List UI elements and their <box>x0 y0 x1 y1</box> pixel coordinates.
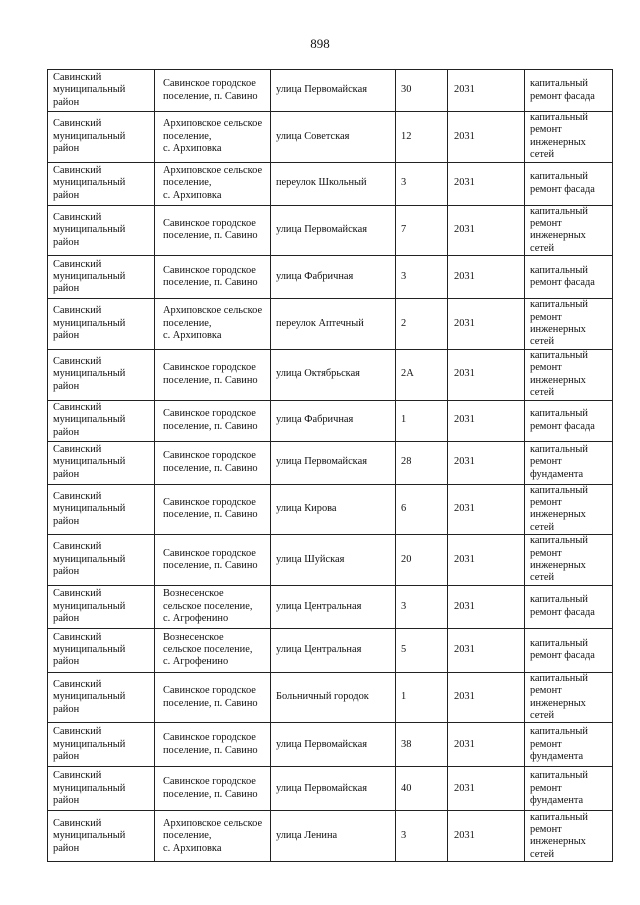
district-cell <box>48 205 155 256</box>
settlement-cell-text: Вознесенское сельское поселение, с. Агрофенино <box>163 631 253 668</box>
work-type-cell <box>525 723 613 767</box>
street-cell-text: Больничный городок <box>276 691 369 703</box>
table-row <box>48 162 613 205</box>
year-cell <box>448 441 525 484</box>
house-number-cell <box>396 162 448 205</box>
work-type-cell <box>525 535 613 586</box>
settlement-cell <box>155 441 271 484</box>
street-cell <box>271 441 396 484</box>
table-row <box>48 723 613 767</box>
table-row <box>48 400 613 441</box>
work-type-cell <box>525 811 613 862</box>
street-cell <box>271 535 396 586</box>
settlement-cell-text: Савинское городское поселение, п. Савино <box>163 732 258 756</box>
street-cell <box>271 400 396 441</box>
street-cell <box>271 299 396 350</box>
settlement-cell <box>155 767 271 811</box>
work-type-cell-text: капитальный ремонт фасада <box>530 78 595 102</box>
work-type-cell-text: капитальный ремонт инженерных сетей <box>530 349 588 399</box>
district-cell <box>48 70 155 112</box>
work-type-cell-text: капитальный ремонт инженерных сетей <box>530 205 588 254</box>
work-type-cell <box>525 400 613 441</box>
district-cell-text: Савинский муниципальный район <box>53 356 126 392</box>
district-cell <box>48 672 155 723</box>
settlement-cell-text: Савинское городское поселение, п. Савино <box>163 450 258 474</box>
work-type-cell <box>525 672 613 723</box>
street-cell-text: улица Первомайская <box>276 84 367 96</box>
house-number-cell-text: 3 <box>401 177 407 189</box>
table-row <box>48 441 613 484</box>
house-number-cell-text: 12 <box>401 130 412 142</box>
house-number-cell <box>396 256 448 299</box>
district-cell <box>48 349 155 400</box>
work-type-cell-text: капитальный ремонт фасада <box>530 171 595 195</box>
street-cell <box>271 484 396 535</box>
year-cell-text: 2031 <box>454 691 475 703</box>
work-type-cell-text: капитальный ремонт фасада <box>530 637 595 662</box>
street-cell <box>271 672 396 723</box>
work-type-cell-text: капитальный ремонт фасада <box>530 264 595 289</box>
house-number-cell <box>396 299 448 350</box>
year-cell <box>448 349 525 400</box>
street-cell-text: переулок Аптечный <box>276 317 364 329</box>
district-cell-text: Савинский муниципальный район <box>53 631 126 668</box>
year-cell <box>448 256 525 299</box>
house-number-cell-text: 1 <box>401 691 407 703</box>
house-number-cell-text: 1 <box>401 414 407 426</box>
house-number-cell <box>396 70 448 112</box>
settlement-cell-text: Вознесенское сельское поселение, с. Агрофенино <box>163 588 253 624</box>
settlement-cell <box>155 349 271 400</box>
year-cell <box>448 585 525 628</box>
house-number-cell <box>396 535 448 586</box>
street-cell <box>271 112 396 163</box>
year-cell <box>448 484 525 535</box>
house-number-cell-text: 5 <box>401 644 407 656</box>
work-type-cell <box>525 112 613 163</box>
district-cell-text: Савинский муниципальный район <box>53 490 126 527</box>
street-cell <box>271 349 396 400</box>
year-cell <box>448 112 525 163</box>
district-cell <box>48 256 155 299</box>
year-cell-text: 2031 <box>454 177 475 189</box>
district-cell <box>48 441 155 484</box>
year-cell <box>448 811 525 862</box>
house-number-cell-text: 3 <box>401 830 407 842</box>
house-number-cell <box>396 205 448 256</box>
year-cell <box>448 672 525 723</box>
district-cell-text: Савинский муниципальный район <box>53 817 126 854</box>
year-cell-text: 2031 <box>454 553 475 565</box>
work-type-cell-text: капитальный ремонт фундамента <box>530 443 588 480</box>
settlement-cell <box>155 256 271 299</box>
work-type-cell-text: капитальный ремонт инженерных сетей <box>530 299 588 348</box>
street-cell-text: улица Центральная <box>276 644 362 656</box>
work-type-cell-text: капитальный ремонт инженерных сетей <box>530 484 588 533</box>
year-cell-text: 2031 <box>454 224 475 236</box>
year-cell-text: 2031 <box>454 600 475 612</box>
house-number-cell <box>396 112 448 163</box>
house-number-cell-text: 28 <box>401 456 412 468</box>
district-cell-text: Савинский муниципальный район <box>53 443 126 480</box>
table-row <box>48 535 613 586</box>
settlement-cell-text: Савинское городское поселение, п. Савино <box>163 408 258 432</box>
year-cell <box>448 162 525 205</box>
street-cell-text: улица Шуйская <box>276 553 345 565</box>
work-type-cell <box>525 484 613 535</box>
district-cell-text: Савинский муниципальный район <box>53 588 126 624</box>
district-cell <box>48 112 155 163</box>
street-cell <box>271 811 396 862</box>
house-number-cell <box>396 349 448 400</box>
year-cell-text: 2031 <box>454 503 475 515</box>
year-cell-text: 2031 <box>454 130 475 142</box>
work-type-cell-text: капитальный ремонт фасада <box>530 408 595 432</box>
settlement-cell <box>155 484 271 535</box>
work-type-cell-text: капитальный ремонт инженерных сетей <box>530 811 588 860</box>
settlement-cell-text: Савинское городское поселение, п. Савино <box>163 264 258 289</box>
table-row <box>48 205 613 256</box>
district-cell <box>48 811 155 862</box>
work-type-cell <box>525 767 613 811</box>
settlement-cell-text: Савинское городское поселение, п. Савино <box>163 218 258 242</box>
street-cell-text: улица Первомайская <box>276 782 367 794</box>
table-row <box>48 767 613 811</box>
street-cell <box>271 70 396 112</box>
house-number-cell <box>396 811 448 862</box>
table-row <box>48 299 613 350</box>
street-cell-text: улица Октябрьская <box>276 368 360 380</box>
table-row <box>48 628 613 672</box>
settlement-cell <box>155 672 271 723</box>
district-cell-text: Савинский муниципальный район <box>53 165 126 201</box>
street-cell <box>271 585 396 628</box>
settlement-cell-text: Савинское городское поселение, п. Савино <box>163 496 258 521</box>
street-cell-text: улица Ленина <box>276 830 338 842</box>
street-cell <box>271 628 396 672</box>
street-cell-text: улица Первомайская <box>276 224 367 236</box>
year-cell <box>448 767 525 811</box>
street-cell-text: улица Фабричная <box>276 271 354 283</box>
settlement-cell-text: Савинское городское поселение, п. Савино <box>163 362 258 386</box>
district-cell-text: Савинский муниципальный район <box>53 118 126 155</box>
district-cell-text: Савинский муниципальный район <box>53 726 126 763</box>
district-cell-text: Савинский муниципальный район <box>53 211 126 248</box>
district-cell <box>48 723 155 767</box>
work-type-cell <box>525 349 613 400</box>
work-type-cell <box>525 70 613 112</box>
table-row <box>48 811 613 862</box>
settlement-cell <box>155 112 271 163</box>
year-cell-text: 2031 <box>454 84 475 96</box>
work-type-cell <box>525 256 613 299</box>
street-cell-text: переулок Школьный <box>276 177 367 189</box>
house-number-cell-text: 7 <box>401 224 407 236</box>
work-type-cell-text: капитальный ремонт инженерных сетей <box>530 672 588 721</box>
table-row <box>48 484 613 535</box>
district-cell-text: Савинский муниципальный район <box>53 258 126 295</box>
district-cell-text: Савинский муниципальный район <box>53 541 126 578</box>
district-cell-text: Савинский муниципальный район <box>53 770 126 807</box>
year-cell <box>448 535 525 586</box>
settlement-cell-text: Савинское городское поселение, п. Савино <box>163 685 258 709</box>
district-cell-text: Савинский муниципальный район <box>53 305 126 342</box>
work-type-cell <box>525 162 613 205</box>
house-number-cell-text: 40 <box>401 782 412 794</box>
settlement-cell-text: Савинское городское поселение, п. Савино <box>163 776 258 800</box>
house-number-cell <box>396 628 448 672</box>
work-type-cell-text: капитальный ремонт фундамента <box>530 770 588 807</box>
district-cell <box>48 767 155 811</box>
street-cell <box>271 205 396 256</box>
year-cell <box>448 70 525 112</box>
work-type-cell <box>525 628 613 672</box>
settlement-cell <box>155 535 271 586</box>
settlement-cell-text: Савинское городское поселение, п. Савино <box>163 78 258 102</box>
district-cell <box>48 400 155 441</box>
year-cell <box>448 400 525 441</box>
table-row <box>48 672 613 723</box>
house-number-cell-text: 3 <box>401 600 407 612</box>
year-cell-text: 2031 <box>454 456 475 468</box>
table-row <box>48 585 613 628</box>
house-number-cell <box>396 441 448 484</box>
settlement-cell <box>155 70 271 112</box>
year-cell-text: 2031 <box>454 738 475 750</box>
house-number-cell-text: 30 <box>401 84 412 96</box>
work-type-cell-text: капитальный ремонт фундамента <box>530 726 588 763</box>
street-cell <box>271 162 396 205</box>
house-number-cell-text: 2 <box>401 317 407 329</box>
street-cell-text: улица Первомайская <box>276 456 367 468</box>
table-row <box>48 70 613 112</box>
work-type-cell <box>525 299 613 350</box>
year-cell-text: 2031 <box>454 414 475 426</box>
district-cell-text: Савинский муниципальный район <box>53 71 126 108</box>
table-body <box>48 70 613 862</box>
table-row <box>48 112 613 163</box>
street-cell-text: улица Фабричная <box>276 414 354 426</box>
work-type-cell <box>525 441 613 484</box>
district-cell-text: Савинский муниципальный район <box>53 678 126 715</box>
settlement-cell-text: Архиповское сельское поселение, с. Архиповка <box>163 165 263 201</box>
district-cell-text: Савинский муниципальный район <box>53 401 126 438</box>
settlement-cell-text: Архиповское сельское поселение, с. Архиповка <box>163 305 263 342</box>
house-number-cell-text: 3 <box>401 271 407 283</box>
settlement-cell <box>155 723 271 767</box>
street-cell-text: улица Кирова <box>276 503 337 515</box>
settlement-cell <box>155 162 271 205</box>
year-cell <box>448 205 525 256</box>
district-cell <box>48 162 155 205</box>
house-number-cell <box>396 585 448 628</box>
district-cell <box>48 535 155 586</box>
year-cell-text: 2031 <box>454 830 475 842</box>
street-cell-text: улица Первомайская <box>276 738 367 750</box>
year-cell-text: 2031 <box>454 782 475 794</box>
work-type-cell-text: капитальный ремонт фасада <box>530 594 595 618</box>
table-row <box>48 256 613 299</box>
work-type-cell <box>525 205 613 256</box>
district-cell <box>48 585 155 628</box>
house-number-cell <box>396 723 448 767</box>
house-number-cell <box>396 484 448 535</box>
year-cell <box>448 723 525 767</box>
year-cell-text: 2031 <box>454 317 475 329</box>
year-cell <box>448 628 525 672</box>
district-cell <box>48 628 155 672</box>
house-number-cell-text: 38 <box>401 738 412 750</box>
year-cell-text: 2031 <box>454 368 475 380</box>
work-type-cell-text: капитальный ремонт инженерных сетей <box>530 535 588 584</box>
district-cell <box>48 299 155 350</box>
house-number-cell <box>396 672 448 723</box>
house-number-cell <box>396 767 448 811</box>
settlement-cell <box>155 299 271 350</box>
year-cell-text: 2031 <box>454 271 475 283</box>
house-number-cell-text: 6 <box>401 503 407 515</box>
settlement-cell <box>155 628 271 672</box>
settlement-cell-text: Савинское городское поселение, п. Савино <box>163 547 258 571</box>
settlement-cell-text: Архиповское сельское поселение, с. Архиповка <box>163 817 263 854</box>
repair-schedule-table <box>47 69 613 862</box>
street-cell <box>271 723 396 767</box>
page-number: 898 <box>310 36 330 51</box>
house-number-cell <box>396 400 448 441</box>
work-type-cell-text: капитальный ремонт инженерных сетей <box>530 112 588 161</box>
year-cell-text: 2031 <box>454 644 475 656</box>
house-number-cell-text: 20 <box>401 553 412 565</box>
street-cell <box>271 256 396 299</box>
house-number-cell-text: 2А <box>401 368 414 380</box>
settlement-cell <box>155 205 271 256</box>
settlement-cell <box>155 585 271 628</box>
settlement-cell-text: Архиповское сельское поселение, с. Архиповка <box>163 118 263 155</box>
district-cell <box>48 484 155 535</box>
settlement-cell <box>155 400 271 441</box>
settlement-cell <box>155 811 271 862</box>
work-type-cell <box>525 585 613 628</box>
year-cell <box>448 299 525 350</box>
street-cell-text: улица Советская <box>276 130 350 142</box>
street-cell-text: улица Центральная <box>276 600 362 612</box>
table-row <box>48 349 613 400</box>
street-cell <box>271 767 396 811</box>
